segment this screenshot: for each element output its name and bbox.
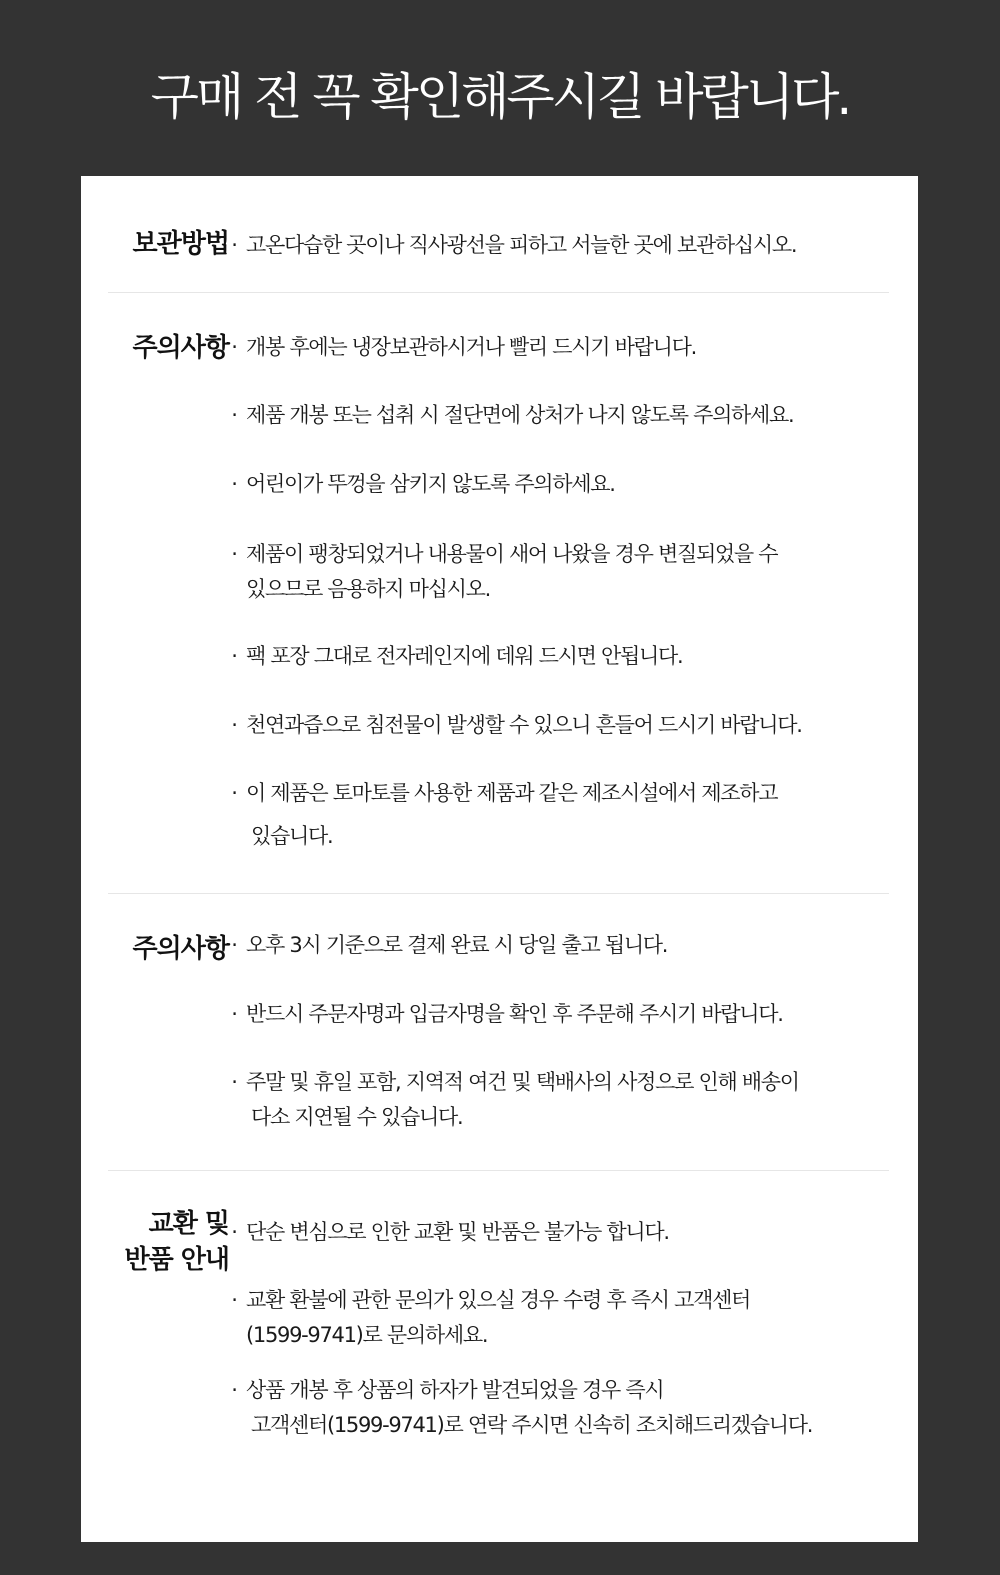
page-title: 구매 전 꼭 확인해주시길 바랍니다.	[150, 68, 850, 126]
bullet: ·	[231, 233, 237, 257]
bullet: ·	[231, 781, 237, 805]
bullet: ·	[231, 542, 237, 566]
item-text: 다소 지연될 수 있습니다.	[251, 1105, 463, 1129]
item-text: 팩 포장 그대로 전자레인지에 데워 드시면 안됩니다.	[246, 644, 683, 668]
item-text: 주말 및 휴일 포함, 지역적 여건 및 택배사의 사정으로 인해 배송이	[246, 1070, 799, 1094]
shipping-item-2	[227, 997, 877, 1032]
bullet: ·	[231, 472, 237, 496]
item-text: 있습니다.	[251, 824, 333, 848]
section-heading-shipping: 주의사항	[132, 934, 229, 964]
bullet: ·	[231, 644, 237, 668]
caution-item-7	[227, 776, 877, 854]
section-divider	[108, 292, 889, 293]
item-text: 단순 변심으로 인한 교환 및 반품은 불가능 합니다.	[246, 1220, 669, 1244]
bullet: ·	[231, 335, 237, 359]
section-heading-storage: 보관방법	[132, 229, 229, 259]
item-text: 어린이가 뚜껑을 삼키지 않도록 주의하세요.	[246, 472, 615, 496]
heading-line: 반품 안내	[124, 1245, 229, 1275]
item-text: 상품 개봉 후 상품의 하자가 발견되었을 경우 즉시	[246, 1378, 664, 1402]
item-text: 제품 개봉 또는 섭취 시 절단면에 상처가 나지 않도록 주의하세요.	[246, 403, 794, 427]
notice-card	[81, 176, 918, 1542]
bullet: ·	[231, 933, 237, 957]
caution-item-3	[227, 467, 877, 502]
section-heading-returns	[108, 1206, 229, 1278]
caution-item-2	[227, 398, 877, 433]
storage-item-1	[227, 228, 877, 263]
bullet: ·	[231, 1288, 237, 1312]
caution-item-5	[227, 639, 877, 674]
item-text: (1599-9741)로 문의하세요.	[246, 1323, 488, 1347]
shipping-item-3	[227, 1065, 877, 1135]
caution-item-4	[227, 537, 877, 607]
shipping-item-1	[227, 928, 877, 963]
item-text: 고온다습한 곳이나 직사광선을 피하고 서늘한 곳에 보관하십시오.	[246, 233, 797, 257]
bullet: ·	[231, 1002, 237, 1026]
section-divider	[108, 1170, 889, 1171]
item-text: 교환 환불에 관한 문의가 있으실 경우 수령 후 즉시 고객센터	[246, 1288, 751, 1312]
item-text: 이 제품은 토마토를 사용한 제품과 같은 제조시설에서 제조하고	[246, 781, 778, 805]
item-text: 개봉 후에는 냉장보관하시거나 빨리 드시기 바랍니다.	[246, 335, 696, 359]
bullet: ·	[231, 403, 237, 427]
item-text: 고객센터(1599-9741)로 연락 주시면 신속히 조치해드리겠습니다.	[251, 1413, 813, 1437]
caution-item-1	[227, 330, 877, 365]
bullet: ·	[231, 1070, 237, 1094]
caution-item-6	[227, 708, 877, 743]
item-text: 제품이 팽창되었거나 내용물이 새어 나왔을 경우 변질되었을 수	[246, 542, 778, 566]
bullet: ·	[231, 713, 237, 737]
item-text: 있으므로 음용하지 마십시오.	[246, 577, 490, 601]
returns-item-2	[227, 1283, 877, 1353]
section-divider	[108, 893, 889, 894]
item-text: 오후 3시 기준으로 결제 완료 시 당일 출고 됩니다.	[246, 933, 668, 957]
item-text: 천연과즙으로 침전물이 발생할 수 있으니 흔들어 드시기 바랍니다.	[246, 713, 802, 737]
returns-item-1	[227, 1215, 877, 1250]
bullet: ·	[231, 1220, 237, 1244]
section-heading-caution: 주의사항	[132, 333, 229, 363]
bullet: ·	[231, 1378, 237, 1402]
returns-item-3	[227, 1373, 877, 1443]
heading-line: 교환 및	[148, 1209, 229, 1239]
item-text: 반드시 주문자명과 입금자명을 확인 후 주문해 주시기 바랍니다.	[246, 1002, 783, 1026]
